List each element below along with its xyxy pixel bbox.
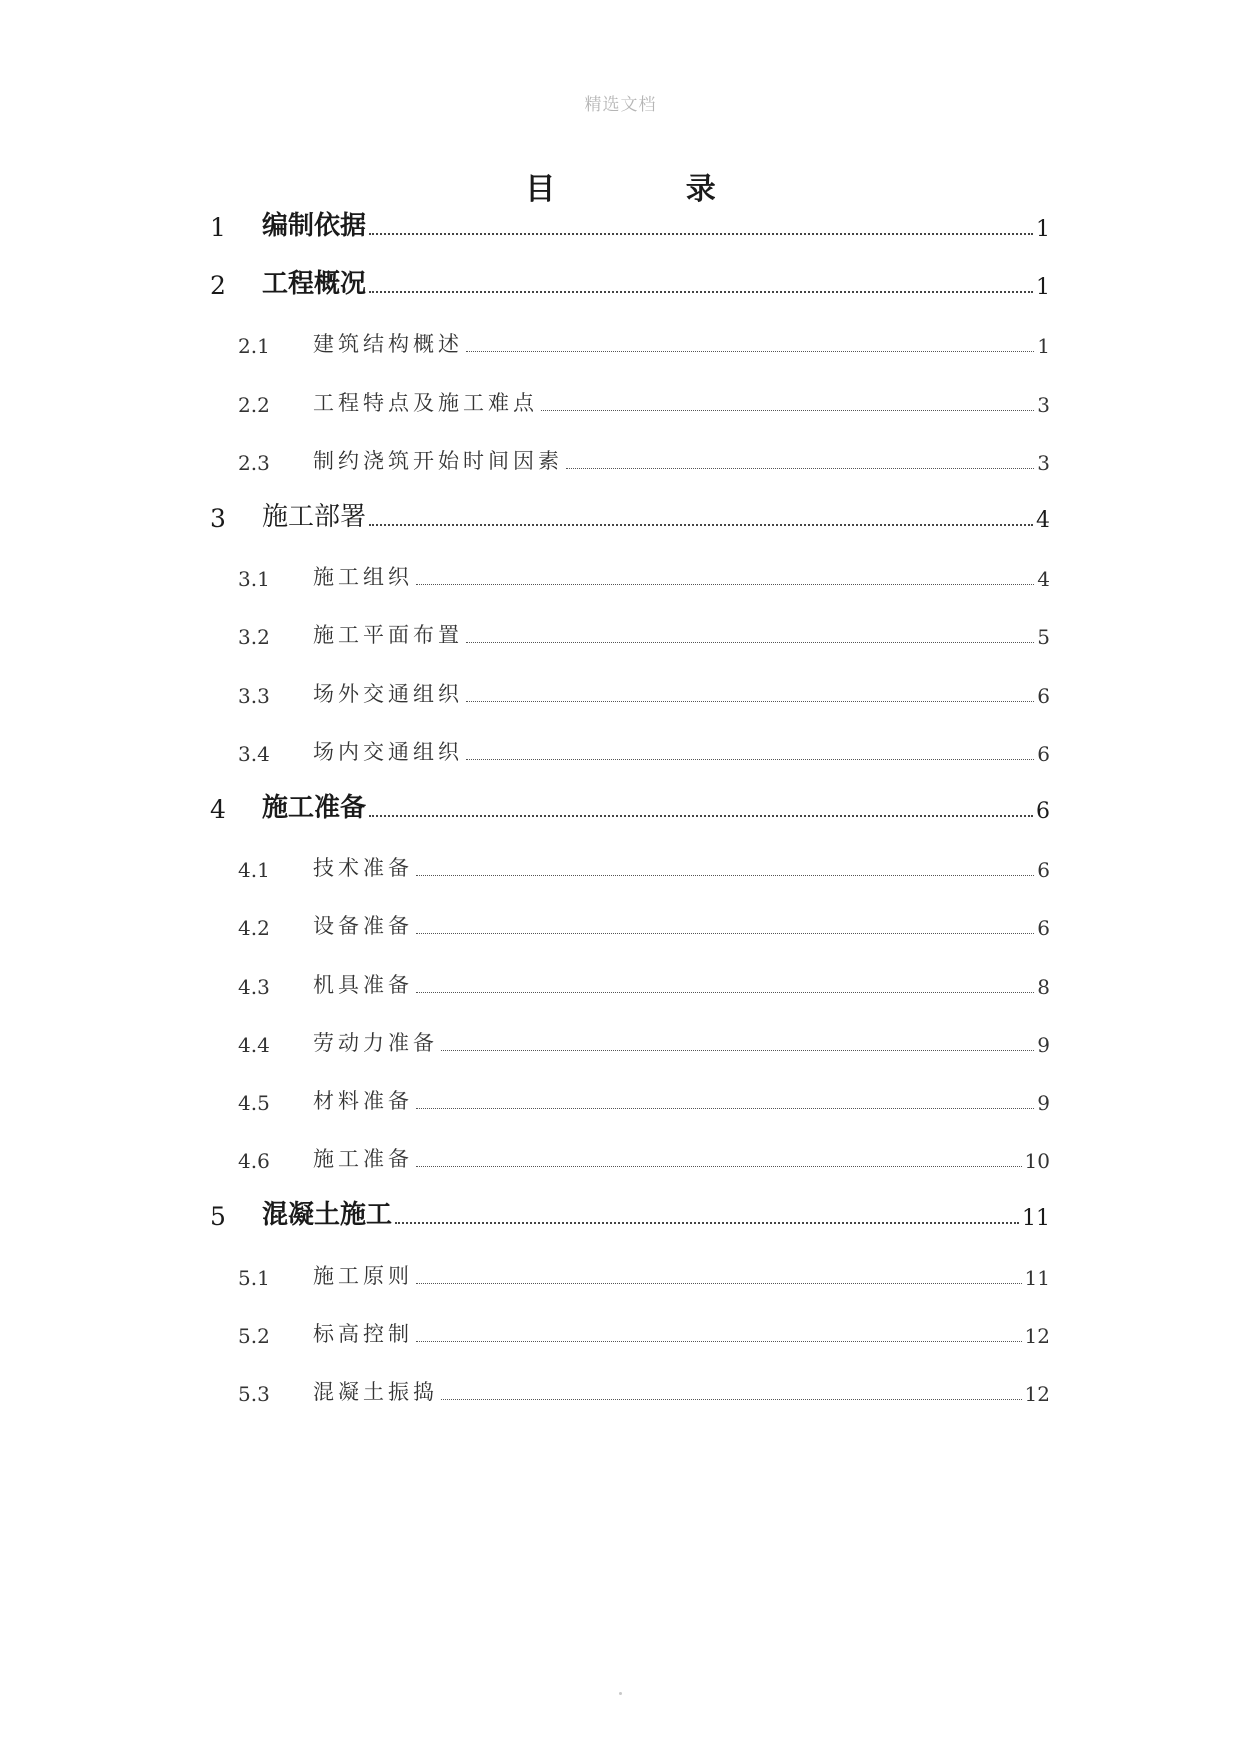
toc-dot-leader bbox=[466, 759, 1034, 760]
toc-entry-title: 施工平面布置 bbox=[313, 623, 463, 648]
toc-entry-title: 机具准备 bbox=[313, 972, 413, 997]
toc-entry-number: 3 bbox=[210, 504, 226, 533]
toc-dot-leader bbox=[441, 1399, 1022, 1400]
toc-entry-level2[interactable] bbox=[210, 318, 1050, 358]
toc-dot-leader bbox=[416, 1283, 1022, 1284]
toc-entry-page: 3 bbox=[1037, 392, 1050, 417]
toc-entry-level2[interactable] bbox=[210, 900, 1050, 940]
toc-entry-page: 11 bbox=[1022, 1206, 1050, 1232]
toc-dot-leader bbox=[416, 933, 1034, 934]
toc-dot-leader bbox=[541, 410, 1034, 411]
toc-entry-level1[interactable] bbox=[210, 784, 1050, 824]
toc-dot-leader bbox=[369, 524, 1033, 526]
toc-entry-title: 标高控制 bbox=[313, 1321, 413, 1346]
toc-dot-leader bbox=[416, 875, 1034, 876]
toc-entry-number: 5.3 bbox=[238, 1382, 270, 1406]
toc-entry-page: 6 bbox=[1037, 741, 1050, 766]
toc-dot-leader bbox=[395, 1222, 1019, 1224]
toc-entry-level2[interactable] bbox=[210, 435, 1050, 475]
toc-entry-level2[interactable] bbox=[210, 668, 1050, 708]
toc-entry-page: 12 bbox=[1024, 1323, 1050, 1348]
toc-entry-level1[interactable] bbox=[210, 260, 1050, 300]
toc-entry-page: 3 bbox=[1037, 450, 1050, 475]
toc-entry-level2[interactable] bbox=[210, 1308, 1050, 1348]
toc-entry-level2[interactable] bbox=[210, 959, 1050, 999]
toc-entry-number: 5.2 bbox=[238, 1323, 270, 1348]
toc-dot-leader bbox=[466, 701, 1034, 702]
toc-title: 目 录 bbox=[525, 172, 776, 207]
toc-entry-title: 材料准备 bbox=[313, 1089, 413, 1113]
table-of-contents bbox=[0, 211, 1241, 1566]
toc-entry-level2[interactable] bbox=[210, 377, 1050, 417]
toc-entry-level2[interactable] bbox=[210, 1017, 1050, 1057]
toc-dot-leader bbox=[566, 468, 1034, 469]
toc-entry-title: 施工部署 bbox=[262, 502, 367, 532]
toc-entry-level1[interactable] bbox=[210, 1191, 1050, 1231]
toc-dot-leader bbox=[369, 233, 1033, 235]
toc-entry-level2[interactable] bbox=[210, 609, 1050, 649]
toc-entry-title: 施工组织 bbox=[313, 565, 413, 590]
toc-entry-title: 工程特点及施工难点 bbox=[313, 390, 538, 415]
toc-entry-level2[interactable] bbox=[210, 1366, 1050, 1406]
toc-entry-level1[interactable] bbox=[210, 493, 1050, 533]
toc-entry-title: 施工准备 bbox=[313, 1147, 413, 1172]
header-watermark: 精选文档 bbox=[584, 95, 657, 115]
toc-dot-leader bbox=[369, 815, 1033, 817]
toc-entry-title: 工程概况 bbox=[262, 269, 367, 300]
toc-entry-page: 6 bbox=[1037, 916, 1050, 941]
toc-entry-number: 4.5 bbox=[238, 1091, 270, 1115]
toc-entry-page: 5 bbox=[1037, 625, 1050, 650]
toc-entry-title: 混凝土振捣 bbox=[313, 1380, 438, 1404]
toc-dot-leader bbox=[416, 1108, 1034, 1109]
toc-entry-page: 9 bbox=[1037, 1091, 1050, 1115]
toc-entry-title: 编制依据 bbox=[262, 211, 367, 241]
toc-entry-number: 5 bbox=[210, 1202, 226, 1232]
toc-entry-page: 6 bbox=[1037, 683, 1050, 708]
toc-entry-title: 劳动力准备 bbox=[313, 1030, 438, 1055]
toc-entry-title: 施工原则 bbox=[313, 1263, 413, 1288]
toc-entry-number: 3.1 bbox=[238, 567, 270, 592]
toc-entry-number: 5.1 bbox=[238, 1265, 270, 1290]
toc-entry-page: 1 bbox=[1036, 217, 1050, 242]
toc-entry-level2[interactable] bbox=[210, 1133, 1050, 1173]
toc-dot-leader bbox=[416, 992, 1034, 993]
toc-entry-number: 2.3 bbox=[238, 450, 270, 475]
toc-entry-title: 设备准备 bbox=[313, 914, 413, 939]
toc-entry-page: 11 bbox=[1024, 1265, 1050, 1290]
toc-dot-leader bbox=[369, 291, 1033, 293]
toc-entry-page: 1 bbox=[1036, 275, 1050, 301]
toc-entry-number: 2 bbox=[210, 271, 226, 301]
toc-entry-title: 建筑结构概述 bbox=[313, 332, 463, 357]
toc-entry-number: 3.4 bbox=[238, 741, 270, 766]
toc-entry-number: 4.6 bbox=[238, 1149, 270, 1174]
toc-entry-level2[interactable] bbox=[210, 842, 1050, 882]
toc-entry-page: 4 bbox=[1036, 508, 1050, 533]
toc-entry-level2[interactable] bbox=[210, 726, 1050, 766]
toc-entry-title: 技术准备 bbox=[313, 856, 413, 881]
toc-entry-number: 4.2 bbox=[238, 916, 270, 941]
toc-entry-number: 1 bbox=[210, 213, 226, 242]
toc-entry-number: 4.1 bbox=[238, 858, 270, 883]
toc-entry-level2[interactable] bbox=[210, 1075, 1050, 1115]
toc-dot-leader bbox=[416, 584, 1034, 585]
toc-entry-number: 2.1 bbox=[238, 334, 270, 359]
toc-entry-page: 9 bbox=[1037, 1032, 1050, 1057]
toc-entry-title: 制约浇筑开始时间因素 bbox=[313, 448, 563, 473]
toc-entry-page: 6 bbox=[1037, 858, 1050, 883]
toc-entry-page: 1 bbox=[1037, 334, 1050, 359]
toc-entry-number: 4 bbox=[210, 795, 226, 824]
toc-entry-page: 6 bbox=[1036, 799, 1050, 824]
toc-dot-leader bbox=[416, 1166, 1022, 1167]
toc-entry-page: 10 bbox=[1024, 1149, 1050, 1174]
toc-entry-level2[interactable] bbox=[210, 551, 1050, 591]
toc-entry-number: 4.3 bbox=[238, 974, 270, 999]
toc-entry-number: 3.3 bbox=[238, 683, 270, 708]
toc-dot-leader bbox=[466, 351, 1034, 352]
toc-entry-title: 混凝土施工 bbox=[262, 1200, 393, 1231]
toc-entry-title: 施工准备 bbox=[262, 793, 367, 823]
toc-entry-title: 场外交通组织 bbox=[313, 681, 463, 706]
toc-dot-leader bbox=[416, 1341, 1022, 1342]
toc-entry-page: 8 bbox=[1037, 974, 1050, 999]
toc-entry-page: 12 bbox=[1024, 1382, 1050, 1406]
toc-entry-level2[interactable] bbox=[210, 1250, 1050, 1290]
toc-entry-number: 2.2 bbox=[238, 392, 270, 417]
toc-entry-level1[interactable] bbox=[210, 202, 1050, 242]
toc-dot-leader bbox=[441, 1050, 1034, 1051]
toc-entry-number: 4.4 bbox=[238, 1032, 270, 1057]
toc-entry-page: 4 bbox=[1037, 567, 1050, 592]
footer-dot bbox=[619, 1692, 622, 1695]
toc-entry-title: 场内交通组织 bbox=[313, 739, 463, 764]
toc-dot-leader bbox=[466, 642, 1034, 643]
toc-entry-number: 3.2 bbox=[238, 625, 270, 650]
